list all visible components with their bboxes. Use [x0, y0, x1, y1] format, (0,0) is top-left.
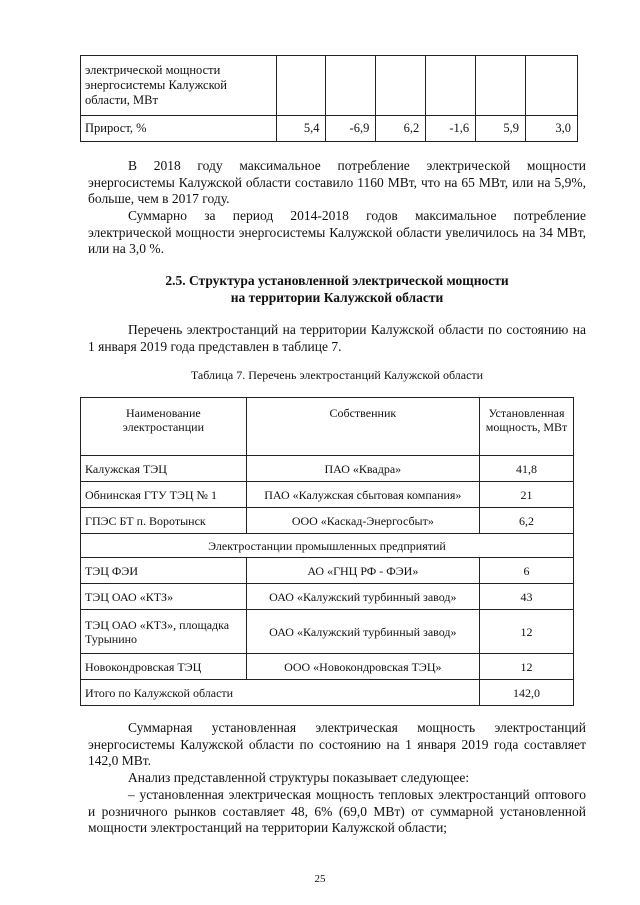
total-label: Итого по Калужской области	[81, 680, 480, 706]
table-row: Калужская ТЭЦ ПАО «Квадра» 41,8	[81, 456, 574, 482]
page-number: 25	[314, 873, 326, 885]
paragraph: Суммарно за период 2014-2018 годов максимальное потребление электрической мощности энергосистемы Калужской области увеличилось на 34 МВт, или на 3,0 %.	[88, 208, 586, 256]
table-caption: Таблица 7. Перечень электростанций Калужской области	[190, 368, 484, 382]
table-total-row	[81, 680, 574, 706]
power-plants-table	[80, 397, 574, 706]
table-row: ТЭЦ ОАО «КТЗ», площадка Турынино ОАО «Калужский турбинный завод» 12	[81, 610, 574, 654]
paragraph: Перечень электростанций на территории Калужской области по состоянию на 1 января 2019 года представлен в таблице 7.	[88, 322, 586, 354]
table-section-row	[81, 534, 574, 558]
table-cell: -1,6	[426, 116, 476, 142]
paragraph: В 2018 году максимальное потребление электрической мощности энергосистемы Калужской области составило 1160 МВт, что на 65 МВт, или на 5,9%, больше, чем в 2017 году.	[88, 158, 586, 206]
paragraph: Анализ представленной структуры показывает следующее:	[128, 770, 470, 785]
total-value: 142,0	[480, 680, 574, 706]
section-heading: 2.5. Структура установленной электрической мощности	[165, 273, 509, 288]
table-cell: 5,4	[276, 116, 326, 142]
column-header: Установленная мощность, МВт	[480, 398, 574, 456]
paragraph: – установленная электрическая мощность тепловых электростанций оптового и розничного рынков составляет 48, 6% (69,0 МВт) от суммарной установленной мощности электростанций на территории Калужской области;	[88, 787, 586, 835]
table-cell: 6,2	[376, 116, 426, 142]
table-header-row	[81, 398, 574, 456]
table-row: ТЭЦ ФЭИ АО «ГНЦ РФ - ФЭИ» 6	[81, 558, 574, 584]
table-row: ТЭЦ ОАО «КТЗ» ОАО «Калужский турбинный завод» 43	[81, 584, 574, 610]
table-row: Новокондровская ТЭЦ ООО «Новокондровская ТЭЦ» 12	[81, 654, 574, 680]
column-header: Наименование электростанции	[81, 398, 247, 456]
section-label: Электростанции промышленных предприятий	[81, 534, 574, 558]
table-cell: 5,9	[476, 116, 526, 142]
row-label: Прирост, %	[81, 116, 277, 142]
table-row: Обнинская ГТУ ТЭЦ № 1 ПАО «Калужская сбытовая компания» 21	[81, 482, 574, 508]
table-row	[81, 116, 578, 142]
top-table	[80, 55, 578, 142]
row-label: электрической мощности энергосистемы Калужской области, МВт	[81, 56, 277, 116]
table-row: ГПЭС БТ п. Воротынск ООО «Каскад-Энергосбыт» 6,2	[81, 508, 574, 534]
table-cell: 3,0	[526, 116, 578, 142]
table-cell: -6,9	[326, 116, 376, 142]
paragraph: Суммарная установленная электрическая мощность электростанций энергосистемы Калужской области по состоянию на 1 января 2019 года составляет 142,0 МВт.	[88, 720, 586, 768]
column-header: Собственник	[246, 398, 479, 456]
table-row	[81, 56, 578, 116]
section-heading: на территории Калужской области	[230, 290, 444, 305]
